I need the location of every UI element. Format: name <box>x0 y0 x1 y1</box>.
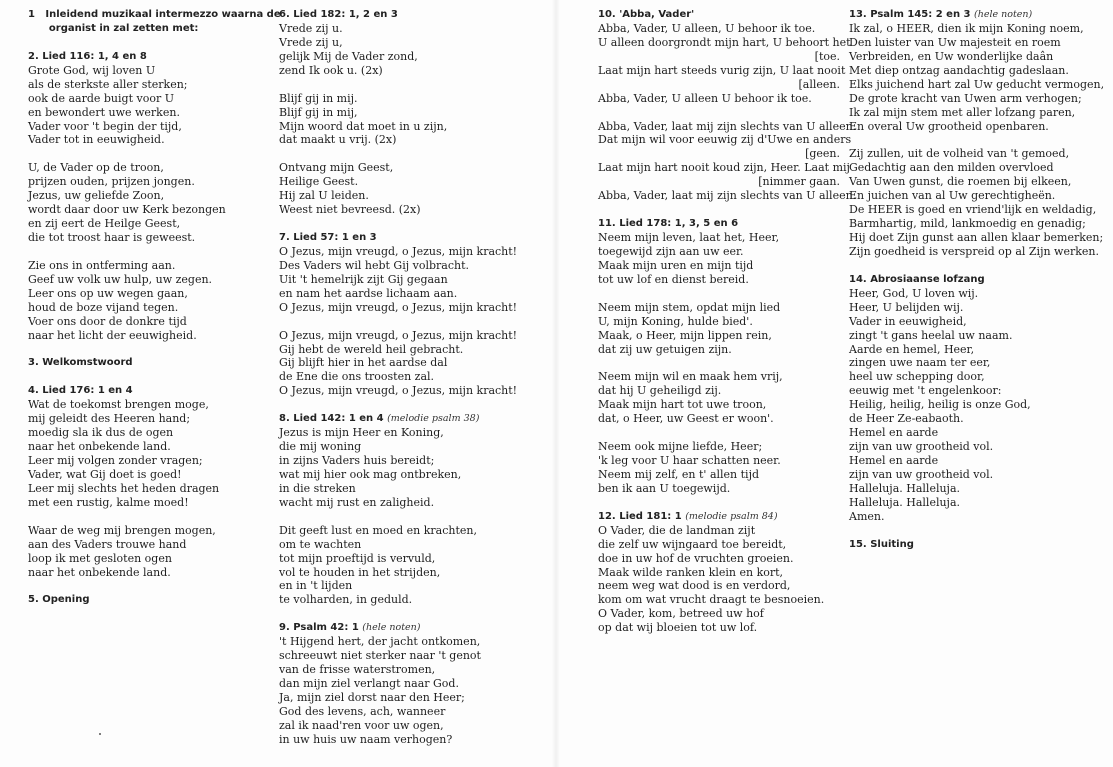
heading-text: 1 Inleidend muzikaal intermezzo waarna de <box>28 9 281 20</box>
lyric-line: Ja, mijn ziel dorst naar den Heer; <box>279 690 465 704</box>
lyric-line: aan des Vaders trouwe hand <box>28 537 187 551</box>
lyric-line: om te wachten <box>279 537 362 551</box>
lyric-line: Halleluja. Halleluja. <box>849 481 961 495</box>
melody-note: (melodie psalm 38) <box>387 413 480 425</box>
lyric-line: dat maakt u vrij. (2x) <box>279 133 397 147</box>
lyric-line: Van Uwen gunst, die roemen bij elkeen, <box>849 175 1072 189</box>
lyric-line: in die streken <box>279 481 356 495</box>
lyric-line: tot mijn proeftijd is vervuld, <box>279 551 436 565</box>
lyric-line: Vrede zij u. <box>279 21 343 35</box>
lyric-line: O Vader, die de landman zijt <box>598 523 756 537</box>
column-3 <box>598 8 857 635</box>
lyric-line: Maak, o Heer, mijn lippen rein, <box>598 328 772 342</box>
lyric-line: Neem mijn wil en maak hem vrij, <box>598 370 783 384</box>
lyric-line: Vader in eeuwigheid, <box>849 314 967 328</box>
lyric-line: van de frisse waterstromen, <box>279 663 436 677</box>
lyric-line: O Jezus, mijn vreugd, o Jezus, mijn kracht! <box>279 328 518 342</box>
section-heading <box>28 22 263 36</box>
lyric-line: tot uw lof en dienst bereid. <box>598 272 749 286</box>
lyric-continuation: [alleen. <box>798 77 840 91</box>
section-heading <box>28 8 281 22</box>
lyric-line: de Heer Ze-eabaoth. <box>849 412 964 426</box>
lyric-line: zal ik naad'ren voor uw ogen, <box>279 718 444 732</box>
section-heading <box>849 273 1104 287</box>
lyric-line: Wat de toekomst brengen moge, <box>28 398 209 412</box>
lyric-line: O Jezus, mijn vreugd, o Jezus, mijn kracht! <box>279 244 518 258</box>
stanza-break <box>598 426 840 440</box>
stanza-break <box>279 607 549 621</box>
section-heading <box>28 356 263 370</box>
lyric-line: Dat mijn wil voor eeuwig zij d'Uwe en anders <box>598 133 852 147</box>
lyric-line: Abba, Vader, laat mij zijn slechts van U alleen. <box>598 189 857 203</box>
lyric-line: vol te houden in het strijden, <box>279 565 441 579</box>
lyric-line: op dat wij bloeien tot uw lof. <box>598 621 758 635</box>
lyric-line: Blijf gij in mij, <box>279 105 358 119</box>
stanza-break <box>28 370 263 384</box>
section-heading <box>849 538 1104 552</box>
lyric-line: Des Vaders wil hebt Gij volbracht. <box>279 258 470 272</box>
lyric-line: houd de boze vijand tegen. <box>28 300 179 314</box>
lyric-line: schreeuwt niet sterker naar 't genot <box>279 649 481 663</box>
lyric-line: Zijn goedheid is verspreid op al Zijn werken. <box>849 244 1099 258</box>
stanza-break <box>598 106 840 120</box>
stanza-break <box>279 398 549 412</box>
lyric-line: Heilig, heilig, heilig is onze God, <box>849 398 1031 412</box>
lyric-line: en zij eert de Heilge Geest, <box>28 217 181 231</box>
lyric-line: Hij zal U leiden. <box>279 189 369 203</box>
lyric-line: Vrede zij u, <box>279 35 343 49</box>
lyric-line: U alleen doorgrondt mijn hart, U behoort het <box>598 35 851 49</box>
lyric-line: Leer mij slechts het heden dragen <box>28 481 220 495</box>
lyric-line: naar het licht der eeuwigheid. <box>28 328 197 342</box>
stanza-break <box>279 217 549 231</box>
stanza-break <box>849 133 1104 147</box>
heading-text: 9. Psalm 42: 1 <box>279 622 363 634</box>
lyric-line: 'k leg voor U haar schatten neer. <box>598 454 781 467</box>
lyric-line: Weest niet bevreesd. (2x) <box>279 203 421 217</box>
lyric-line: De HEER is goed en vriend'lijk en weldadig, <box>849 203 1097 217</box>
column-2 <box>279 8 549 747</box>
lyric-line: Maak wilde ranken klein en kort, <box>598 565 784 579</box>
lyric-line: zingen uwe naam ter eer, <box>849 356 991 370</box>
lyric-line: Met diep ontzag aandachtig gadeslaan. <box>849 63 1069 77</box>
lyric-line: in zijns Vaders huis bereidt; <box>279 454 435 467</box>
heading-text: 5. Opening <box>28 594 90 606</box>
column-1 <box>28 8 281 607</box>
lyric-line: en bewondert uwe werken. <box>28 105 180 119</box>
lyric-line: kom om wat vrucht draagt te besnoeien. <box>598 593 825 607</box>
melody-note: (hele noten) <box>362 622 421 634</box>
lyric-line: Hemel en aarde <box>849 426 939 440</box>
lyric-line: wat mij hier ook mag ontbreken, <box>279 467 462 481</box>
lyric-line: Jezus is mijn Heer en Koning, <box>279 426 444 440</box>
lyric-line: Leer ons op uw wegen gaan, <box>28 286 188 300</box>
lyric-line: Elks juichend hart zal Uw geducht vermogen, <box>849 77 1105 91</box>
lyric-line: Voer ons door de donkre tijd <box>28 314 187 328</box>
lyric-line: Zij zullen, uit de volheid van 't gemoed, <box>849 147 1070 161</box>
lyric-line: Uit 't hemelrijk zijt Gij gegaan <box>279 272 448 286</box>
lyric-line: mij geleidt des Heeren hand; <box>28 412 191 426</box>
lyric-line: U, mijn Koning, hulde bied'. <box>598 314 753 328</box>
lyric-line: Maak mijn uren en mijn tijd <box>598 258 754 272</box>
lyric-line: Amen. <box>849 509 885 523</box>
lyric-line: toegewijd zijn aan uw eer. <box>598 244 744 258</box>
stanza-break <box>28 245 263 259</box>
lyric-line: Abba, Vader, laat mij zijn slechts van U alleen. <box>598 119 857 133</box>
lyric-line: moedig sla ik dus de ogen <box>28 426 174 440</box>
heading-text: 2. Lied 116: 1, 4 en 8 <box>28 50 147 62</box>
lyric-line: O Vader, kom, betreed uw hof <box>598 607 764 621</box>
lyric-line: Gedachtig aan den milden overvloed <box>849 161 1054 175</box>
lyric-line: ben ik aan U toegewijd. <box>598 481 731 495</box>
lyric-line: Verbreiden, en Uw wonderlijke daân <box>849 49 1054 63</box>
page-gutter <box>552 0 560 767</box>
lyric-line: Hemel en aarde <box>849 454 939 467</box>
lyric-line: Ik zal, o HEER, dien ik mijn Koning noem, <box>849 21 1084 35</box>
lyric-line: Vader tot in eeuwigheid. <box>28 133 165 147</box>
lyric-line: Mijn woord dat moet in u zijn, <box>279 119 448 133</box>
lyric-line: dat hij U geheiligd zij. <box>598 384 722 398</box>
section-heading <box>849 8 1104 22</box>
heading-text: 4. Lied 176: 1 en 4 <box>28 385 133 397</box>
lyric-line: zingt 't gans heelal uw naam. <box>849 328 1013 342</box>
lyric-line: Neem ook mijne liefde, Heer; <box>598 440 763 454</box>
lyric-line: Blijf gij in mij. <box>279 91 358 105</box>
stanza-break <box>598 287 840 301</box>
lyric-line: Ik zal mijn stem met aller lofzang paren, <box>849 105 1076 119</box>
stanza-break <box>598 356 840 370</box>
lyric-line: te volharden, in geduld. <box>279 593 413 607</box>
lyric-line: Vader voor 't begin der tijd, <box>28 119 182 133</box>
section-heading <box>279 8 549 22</box>
lyric-line: in uw huis uw naam verhogen? <box>279 732 453 746</box>
lyric-line: die mij woning <box>279 440 362 454</box>
lyric-line: zijn van uw grootheid vol. <box>849 440 994 454</box>
heading-text: 8. Lied 142: 1 en 4 <box>279 413 388 425</box>
speck-mark <box>99 733 101 735</box>
lyric-line: En juichen van al Uw gerechtigheën. <box>849 189 1056 203</box>
lyric-line: wordt daar door uw Kerk bezongen <box>28 203 226 217</box>
lyric-line: en in 't lijden <box>279 579 353 593</box>
lyric-line: die tot troost haar is geweest. <box>28 231 196 244</box>
lyric-line: Grote God, wij loven U <box>28 63 156 77</box>
heading-text: 6. Lied 182: 1, 2 en 3 <box>279 9 398 20</box>
lyric-line: O Jezus, mijn vreugd, o Jezus, mijn kracht! <box>279 384 518 398</box>
section-heading <box>28 593 263 607</box>
stanza-break <box>849 524 1104 538</box>
lyric-line: 't Hijgend hert, der jacht ontkomen, <box>279 635 481 649</box>
lyric-line: met een rustig, kalme moed! <box>28 495 189 509</box>
section-heading <box>28 384 263 398</box>
lyric-line: de Ene die ons troosten zal. <box>279 370 435 384</box>
lyric-line: Dit geeft lust en moed en krachten, <box>279 523 477 537</box>
lyric-line: Neem mijn stem, opdat mijn lied <box>598 300 781 314</box>
lyric-line: Jezus, uw geliefde Zoon, <box>28 189 165 203</box>
lyric-line: Heer, God, U loven wij. <box>849 286 979 300</box>
lyric-line: heel uw schepping door, <box>849 370 985 384</box>
stanza-break <box>279 315 549 329</box>
lyric-line: Aarde en hemel, Heer, <box>849 342 975 356</box>
stanza-break <box>28 147 263 161</box>
lyric-line: neem weg wat dood is en verdord, <box>598 579 791 593</box>
heading-text: 10. 'Abba, Vader' <box>598 9 695 20</box>
heading-text: 12. Lied 181: 1 <box>598 510 686 522</box>
lyric-continuation: [toe. <box>814 49 840 63</box>
stanza-break <box>28 579 263 593</box>
lyric-line: Abba, Vader, U alleen, U behoor ik toe. <box>598 21 816 35</box>
lyric-line: gelijk Mij de Vader zond, <box>279 49 418 63</box>
heading-text: organist in zal zetten met: <box>28 22 199 34</box>
lyric-line: Den luister van Uw majesteit en roem <box>849 35 1061 49</box>
lyric-line: De grote kracht van Uwen arm verhogen; <box>849 91 1082 105</box>
lyric-line: ook de aarde buigt voor U <box>28 91 174 105</box>
lyric-line: Neem mij zelf, en t' allen tijd <box>598 467 760 481</box>
lyric-line: O Jezus, mijn vreugd, o Jezus, mijn kracht! <box>279 300 518 314</box>
lyric-line: Halleluja. Halleluja. <box>849 495 961 509</box>
lyric-line: Heer, U belijden wij. <box>849 300 964 314</box>
heading-text: 7. Lied 57: 1 en 3 <box>279 232 377 243</box>
lyric-continuation: [nimmer gaan. <box>758 175 840 189</box>
lyric-line: naar het onbekende land. <box>28 565 171 579</box>
lyric-line: dan mijn ziel verlangt naar God. <box>279 677 459 690</box>
melody-note: (melodie psalm 84) <box>685 510 778 522</box>
lyric-line: Abba, Vader, U alleen U behoor ik toe. <box>598 91 812 105</box>
column-4 <box>849 8 1104 552</box>
stanza-break <box>598 203 840 217</box>
stanza-break <box>598 496 840 510</box>
lyric-continuation: [geen. <box>805 147 840 161</box>
lyric-line: Barmhartig, mild, lankmoedig en genadig; <box>849 217 1086 231</box>
stanza-break <box>849 259 1104 273</box>
heading-text: 11. Lied 178: 1, 3, 5 en 6 <box>598 218 739 230</box>
lyric-line: Zie ons in ontferming aan. <box>28 258 176 272</box>
lyric-line: Maak mijn hart tot uwe troon, <box>598 398 767 412</box>
section-heading <box>28 50 263 64</box>
lyric-line: zijn van uw grootheid vol. <box>849 467 994 481</box>
lyric-line: U, de Vader op de troon, <box>28 161 164 175</box>
lyric-line: zend Ik ook u. (2x) <box>279 63 383 77</box>
section-heading <box>279 231 549 245</box>
lyric-line: loop ik met gesloten ogen <box>28 551 172 565</box>
lyric-line: eeuwig met 't engelenkoor: <box>849 384 1002 398</box>
lyric-line: wacht mij rust en zaligheid. <box>279 495 435 509</box>
lyric-line: Neem mijn leven, laat het, Heer, <box>598 231 780 244</box>
heading-text: 3. Welkomstwoord <box>28 357 133 369</box>
melody-note: (hele noten) <box>974 9 1033 20</box>
lyric-line: Hij doet Zijn gunst aan allen klaar bemerken; <box>849 231 1104 244</box>
lyric-line: Geef uw volk uw hulp, uw zegen. <box>28 272 213 286</box>
lyric-line: als de sterkste aller sterken; <box>28 77 188 91</box>
heading-text: 15. Sluiting <box>849 538 914 550</box>
lyric-line: dat, o Heer, uw Geest er woon'. <box>598 412 774 426</box>
lyric-line: Leer mij volgen zonder vragen; <box>28 454 203 467</box>
lyric-line: En overal Uw grootheid openbaren. <box>849 119 1049 133</box>
heading-text: 13. Psalm 145: 2 en 3 <box>849 9 974 20</box>
section-heading <box>598 510 840 524</box>
section-heading <box>598 8 840 22</box>
lyric-line: God des levens, ach, wanneer <box>279 704 446 718</box>
lyric-line: prijzen ouden, prijzen jongen. <box>28 175 195 189</box>
lyric-line: Laat mijn hart nooit koud zijn, Heer. Laat mij <box>598 161 850 175</box>
lyric-line: Vader, wat Gij doet is goed! <box>28 467 182 481</box>
lyric-line: doe in uw hof de vruchten groeien. <box>598 551 794 565</box>
lyric-line: dat zij uw getuigen zijn. <box>598 342 732 356</box>
lyric-line: Gij hebt de wereld heil gebracht. <box>279 342 464 356</box>
stanza-break <box>28 343 263 357</box>
lyric-line: Heilige Geest. <box>279 175 359 189</box>
lyric-line: naar het onbekende land. <box>28 440 171 454</box>
stanza-break <box>279 510 549 524</box>
lyric-line: Laat mijn hart steeds vurig zijn, U laat nooit <box>598 63 846 77</box>
heading-text: 14. Abrosiaanse lofzang <box>849 273 985 285</box>
lyric-line: Waar de weg mij brengen mogen, <box>28 523 216 537</box>
stanza-break <box>28 36 263 50</box>
section-heading <box>279 621 549 635</box>
lyric-line: Ontvang mijn Geest, <box>279 161 394 175</box>
lyric-line: Gij blijft hier in het aardse dal <box>279 356 448 370</box>
stanza-break <box>279 147 549 161</box>
stanza-break <box>279 78 549 92</box>
section-heading <box>279 412 549 426</box>
lyric-line: die zelf uw wijngaard toe bereidt, <box>598 537 787 551</box>
section-heading <box>598 217 840 231</box>
stanza-break <box>28 510 263 524</box>
lyric-line: en nam het aardse lichaam aan. <box>279 286 458 300</box>
